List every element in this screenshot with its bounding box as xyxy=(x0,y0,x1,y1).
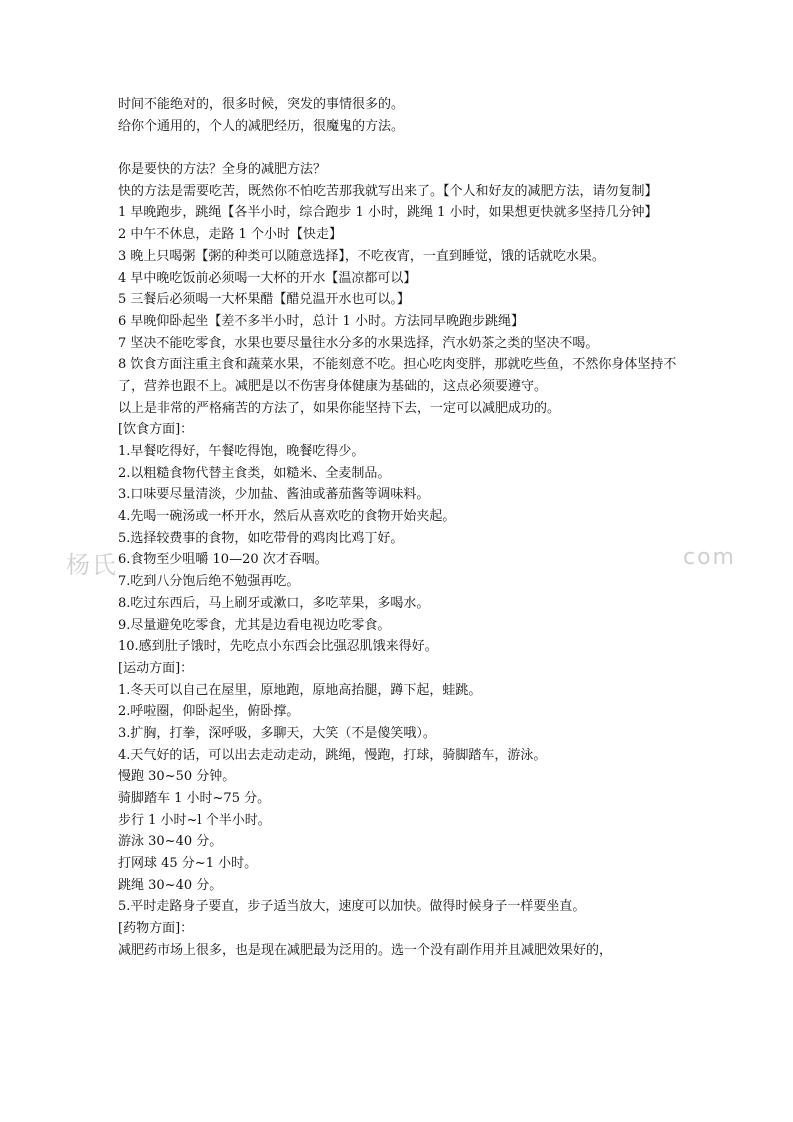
list-item: 8 饮食方面注重主食和蔬菜水果，不能刻意不吃。担心吃肉变胖，那就吃些鱼，不然你身体坚持不了，营养也跟不上。减肥是以不伤害身体健康为基础的，这点必须要遵守。 xyxy=(118,357,677,394)
text-line: 快的方法是需要吃苦，既然你不怕吃苦那我就写出来了。【个人和好友的减肥方法，请勿复制】 xyxy=(118,183,658,199)
text-line: 步行 1 小时~l 个半小时。 xyxy=(118,812,271,828)
list-item: 2.呼啦圈，仰卧起坐，俯卧撑。 xyxy=(118,704,300,720)
text-line: 游泳 30~40 分。 xyxy=(118,834,223,850)
list-item: 3.扩胸，打拳，深呼吸，多聊天，大笑（不是傻笑哦）。 xyxy=(118,725,436,741)
section-heading: [运动方面]： xyxy=(118,660,194,676)
list-item: 3 晚上只喝粥【粥的种类可以随意选择】，不吃夜宵，一直到睡觉，饿的话就吃水果。 xyxy=(118,248,605,264)
list-item: 4 早中晚吃饭前必须喝一大杯的开水【温凉都可以】 xyxy=(118,270,417,286)
text-line: 时间不能绝对的，很多时候，突发的事情很多的。 xyxy=(118,97,405,112)
watermark-left: 杨氏 xyxy=(66,551,118,579)
list-item: 8.吃过东西后，马上刷牙或漱口，多吃苹果，多喝水。 xyxy=(118,595,430,611)
list-item: 9.尽量避免吃零食，尤其是边看电视边吃零食。 xyxy=(118,617,391,633)
text-line: 骑脚踏车 1 小时~75 分。 xyxy=(118,791,271,807)
text-line: 给你个通用的，个人的减肥经历，很魔鬼的方法。 xyxy=(118,118,405,134)
list-item: 6 早晚仰卧起坐【差不多半小时，总计 1 小时。方法同早晚跑步跳绳】 xyxy=(118,313,524,329)
list-item: 5.平时走路身子要直，步子适当放大，速度可以加快。做得时候身子一样要坐直。 xyxy=(118,899,586,915)
list-item: 1.冬天可以自己在屋里，原地跑，原地高抬腿，蹲下起，蛙跳。 xyxy=(118,682,482,698)
list-item: 1 早晚跑步，跳绳【各半小时，综合跑步 1 小时，跳绳 1 小时，如果想更快就多坚持几分钟】 xyxy=(118,205,658,221)
text-line: 跳绳 30~40 分。 xyxy=(118,877,223,893)
list-item: 4.先喝一碗汤或一杯开水，然后从喜欢吃的食物开始夹起。 xyxy=(118,509,456,525)
text-line: 减肥药市场上很多，也是现在减肥最为泛用的。选一个没有副作用并且减肥效果好的， xyxy=(118,942,613,958)
section-heading: [药物方面]： xyxy=(118,921,194,937)
list-item: 10.感到肚子饿时，先吃点小东西会比强忍肌饿来得好。 xyxy=(118,639,438,655)
list-item: 3.口味要尽量清淡，少加盐、酱油或蕃茄酱等调味料。 xyxy=(118,487,430,503)
list-item: 2 中午不休息，走路 1 个小时【快走】 xyxy=(118,227,342,243)
list-item: 7 坚决不能吃零食，水果也要尽量往水分多的水果选择，汽水奶茶之类的坚决不喝。 xyxy=(118,335,599,351)
document-body xyxy=(118,94,688,962)
list-item: 5 三餐后必须喝一大杯果醋【醋兑温开水也可以。】 xyxy=(118,292,410,308)
list-item: 7.吃到八分饱后绝不勉强再吃。 xyxy=(118,574,300,590)
text-line: 打网球 45 分~1 小时。 xyxy=(118,856,258,872)
section-heading: [饮食方面]： xyxy=(118,422,194,438)
text-line: 以上是非常的严格痛苦的方法了，如果你能坚持下去，一定可以减肥成功的。 xyxy=(118,400,561,416)
list-item: 4.天气好的话，可以出去走动走动，跳绳，慢跑，打球，骑脚踏车，游泳。 xyxy=(118,747,547,763)
list-item: 6.食物至少咀嚼 10—20 次才吞咽。 xyxy=(118,552,328,568)
text-line: 你是要快的方法？全身的减肥方法？ xyxy=(118,162,327,178)
list-item: 5.选择较费事的食物，如吃带骨的鸡肉比鸡丁好。 xyxy=(118,530,404,546)
blank-line xyxy=(118,137,688,159)
list-item: 2.以粗糙食物代替主食类，如糙米、全麦制品。 xyxy=(118,465,391,481)
watermark-right: com xyxy=(683,545,736,570)
list-item: 1.早餐吃得好，午餐吃得饱，晚餐吃得少。 xyxy=(118,444,365,460)
text-line: 慢跑 30~50 分钟。 xyxy=(118,769,236,785)
